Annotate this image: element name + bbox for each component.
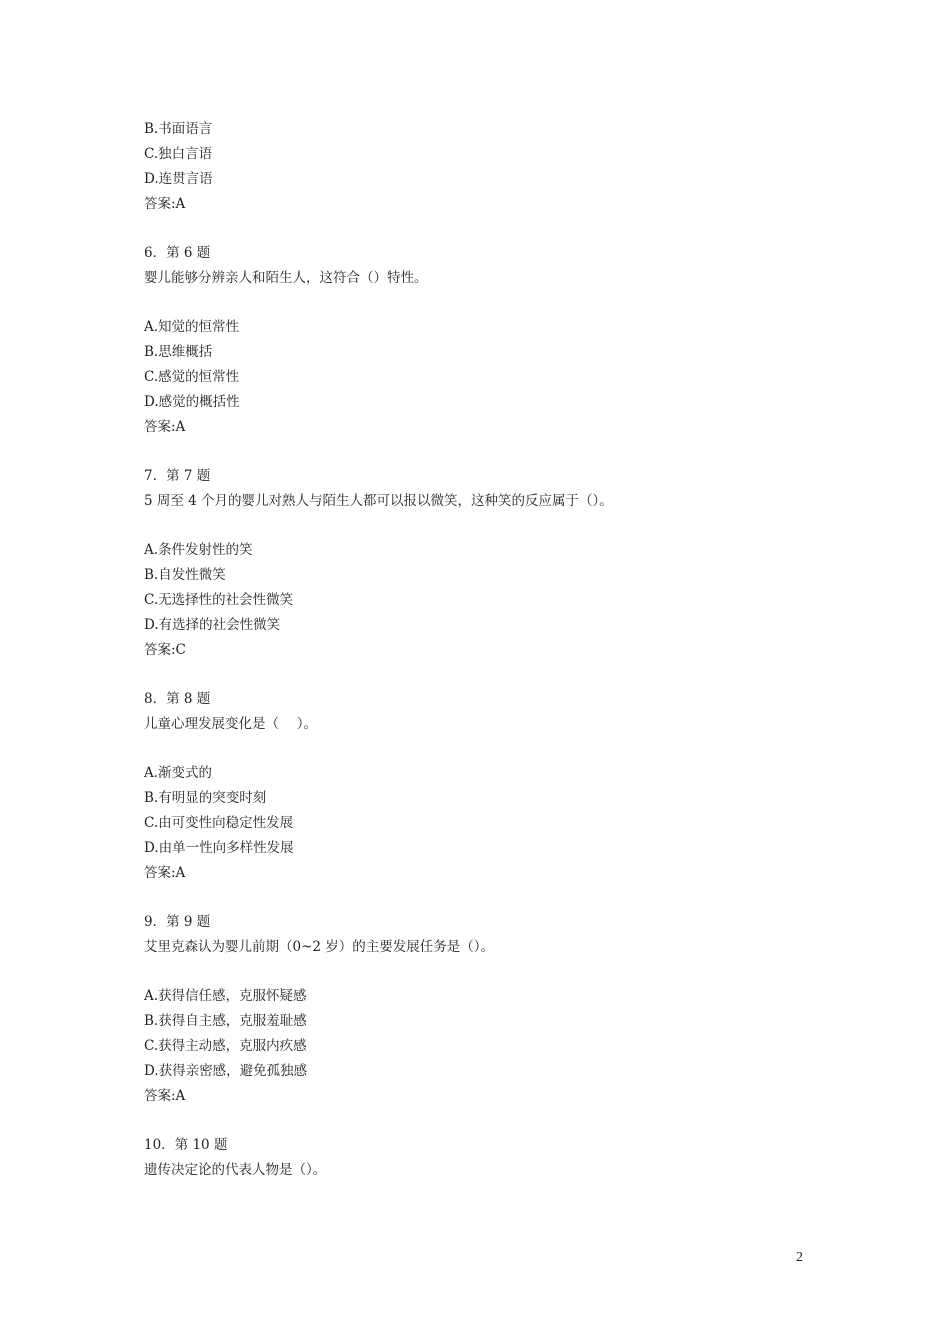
question-header: 8．第 8 题 <box>144 691 211 707</box>
question-stem: 婴儿能够分辨亲人和陌生人，这符合（）特性。 <box>144 270 428 286</box>
answer-text: 答案:A <box>144 1088 186 1104</box>
question-stem: 艾里克森认为婴儿前期（0~2 岁）的主要发展任务是（）。 <box>144 939 495 955</box>
question-block <box>144 687 824 886</box>
question-block <box>144 1133 824 1183</box>
answer-text: 答案:A <box>144 196 186 212</box>
question-stem: 遗传决定论的代表人物是（）。 <box>144 1162 327 1178</box>
question-stem: 5 周至 4 个月的婴儿对熟人与陌生人都可以报以微笑，这种笑的反应属于（）。 <box>144 493 613 509</box>
option-text: B.书面语言 <box>144 121 213 137</box>
question-stem: 儿童心理发展变化是（ ）。 <box>144 716 318 732</box>
option-text: B.思维概括 <box>144 344 213 360</box>
option-text: D.由单一性向多样性发展 <box>144 840 294 856</box>
question-header: 9．第 9 题 <box>144 914 211 930</box>
option-text: B.有明显的突变时刻 <box>144 790 267 806</box>
question-header: 6．第 6 题 <box>144 245 211 261</box>
option-text: C.感觉的恒常性 <box>144 369 240 385</box>
option-text: C.由可变性向稳定性发展 <box>144 815 294 831</box>
answer-text: 答案:A <box>144 419 186 435</box>
option-text: A.获得信任感，克服怀疑感 <box>144 988 307 1004</box>
option-text: B.自发性微笑 <box>144 567 226 583</box>
question-header: 10．第 10 题 <box>144 1137 228 1153</box>
page-number: 2 <box>796 1250 803 1265</box>
option-text: C.获得主动感，克服内疚感 <box>144 1038 307 1054</box>
option-text: A.条件发射性的笑 <box>144 542 253 558</box>
answer-text: 答案:A <box>144 865 186 881</box>
question-block <box>144 910 824 1109</box>
document-body <box>144 117 824 1183</box>
question-header: 7．第 7 题 <box>144 468 211 484</box>
question-block <box>144 241 824 440</box>
option-text: C.无选择性的社会性微笑 <box>144 592 294 608</box>
question-block <box>144 464 824 663</box>
option-text: D.感觉的概括性 <box>144 394 240 410</box>
option-text: B.获得自主感，克服羞耻感 <box>144 1013 307 1029</box>
option-text: D.连贯言语 <box>144 171 213 187</box>
option-text: A.知觉的恒常性 <box>144 319 240 335</box>
option-text: C.独白言语 <box>144 146 213 162</box>
option-text: D.有选择的社会性微笑 <box>144 617 281 633</box>
option-text: A.渐变式的 <box>144 765 213 781</box>
option-text: D.获得亲密感，避免孤独感 <box>144 1063 308 1079</box>
answer-text: 答案:C <box>144 642 186 658</box>
